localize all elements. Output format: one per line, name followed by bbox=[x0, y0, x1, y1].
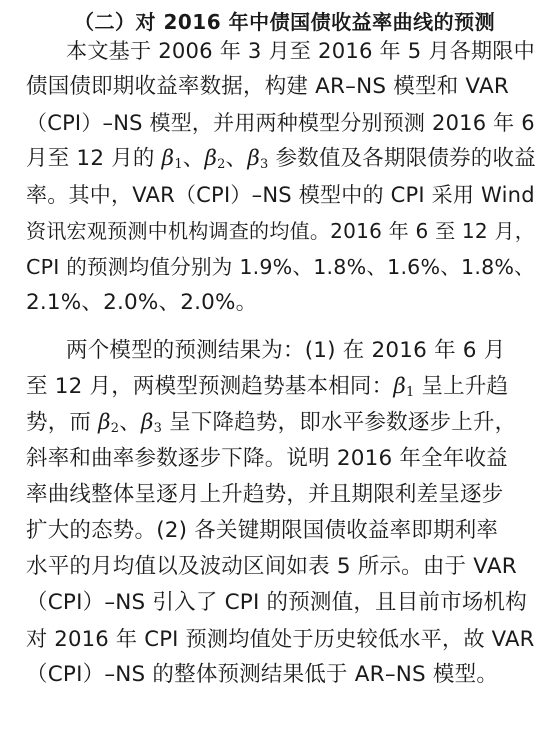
paragraph1-line-1: 本文基于 2006 年 3 月至 2016 年 5 月各期限中 bbox=[66, 38, 535, 63]
beta-1-symbol: $\beta_1$ bbox=[393, 374, 415, 400]
paragraph1-line-6: 资讯宏观预测中机构调查的均值。2016 年 6 至 12 月， bbox=[26, 219, 536, 243]
paragraph1-line-4: 月至 12 月的 $\beta_1$、$\beta_2$、$\beta_3$ 参数值及各期限债券的收益 bbox=[26, 146, 536, 172]
paragraph1-line-3: （CPI）–NS 模型，并用两种模型分别预测 2016 年 6 bbox=[26, 111, 535, 135]
paragraph2-line-10: （CPI）–NS 的整体预测结果低于 AR–NS 模型。 bbox=[26, 662, 499, 687]
beta-3-symbol: $\beta_3$ bbox=[140, 410, 163, 436]
paragraph2-line-9: 对 2016 年 CPI 预测均值处于历史较低水平，故 VAR bbox=[26, 626, 535, 651]
section-heading: （二）对 2016 年中债国债收益率曲线的预测 bbox=[74, 10, 496, 34]
paragraph2-line-7: 水平的月均值以及波动区间如表 5 所示。由于 VAR bbox=[26, 554, 517, 579]
paragraph2-line-1: 两个模型的预测结果为：(1) 在 2016 年 6 月 bbox=[66, 338, 506, 363]
paragraph1-line-7: CPI 的预测均值分别为 1.9%、1.8%、1.6%、1.8%、 bbox=[26, 255, 535, 279]
paragraph1-line-2: 债国债即期收益率数据，构建 AR–NS 模型和 VAR bbox=[26, 74, 510, 99]
paragraph2-line-4: 斜率和曲率参数逐步下降。说明 2016 年全年收益 bbox=[26, 446, 508, 471]
paragraph1-line-4-start: 月至 12 月的 bbox=[26, 146, 162, 171]
paragraph1-line-8: 2.1%、2.0%、2.0%。 bbox=[26, 290, 258, 315]
paragraph1-line-4-end: 参数值及各期限债券的收益 bbox=[268, 146, 536, 171]
beta-2-symbol: $\beta_2$ bbox=[204, 146, 226, 172]
beta-1-symbol: $\beta_1$ bbox=[161, 146, 183, 172]
paragraph1-line-5: 率。其中，VAR（CPI）–NS 模型中的 CPI 采用 Wind bbox=[26, 182, 535, 207]
beta-3-symbol: $\beta_3$ bbox=[247, 146, 269, 172]
paragraph2-line-8: （CPI）–NS 引入了 CPI 的预测值，且目前市场机构 bbox=[26, 590, 527, 615]
beta-2-symbol: $\beta_2$ bbox=[98, 410, 120, 436]
paragraph2-line-6: 扩大的态势。(2) 各关键期限国债收益率即期利率 bbox=[26, 518, 499, 543]
paragraph2-line-3: 势，而 $\beta_2$、$\beta_3$ 呈下降趋势，即水平参数逐步上升， bbox=[26, 410, 517, 436]
paragraph2-line-2: 至 12 月，两模型预测趋势基本相同：$\beta_1$ 呈上升趋 bbox=[26, 374, 509, 400]
paragraph2-line-5: 率曲线整体呈逐月上升趋势，并且期限利差呈逐步 bbox=[26, 482, 504, 507]
